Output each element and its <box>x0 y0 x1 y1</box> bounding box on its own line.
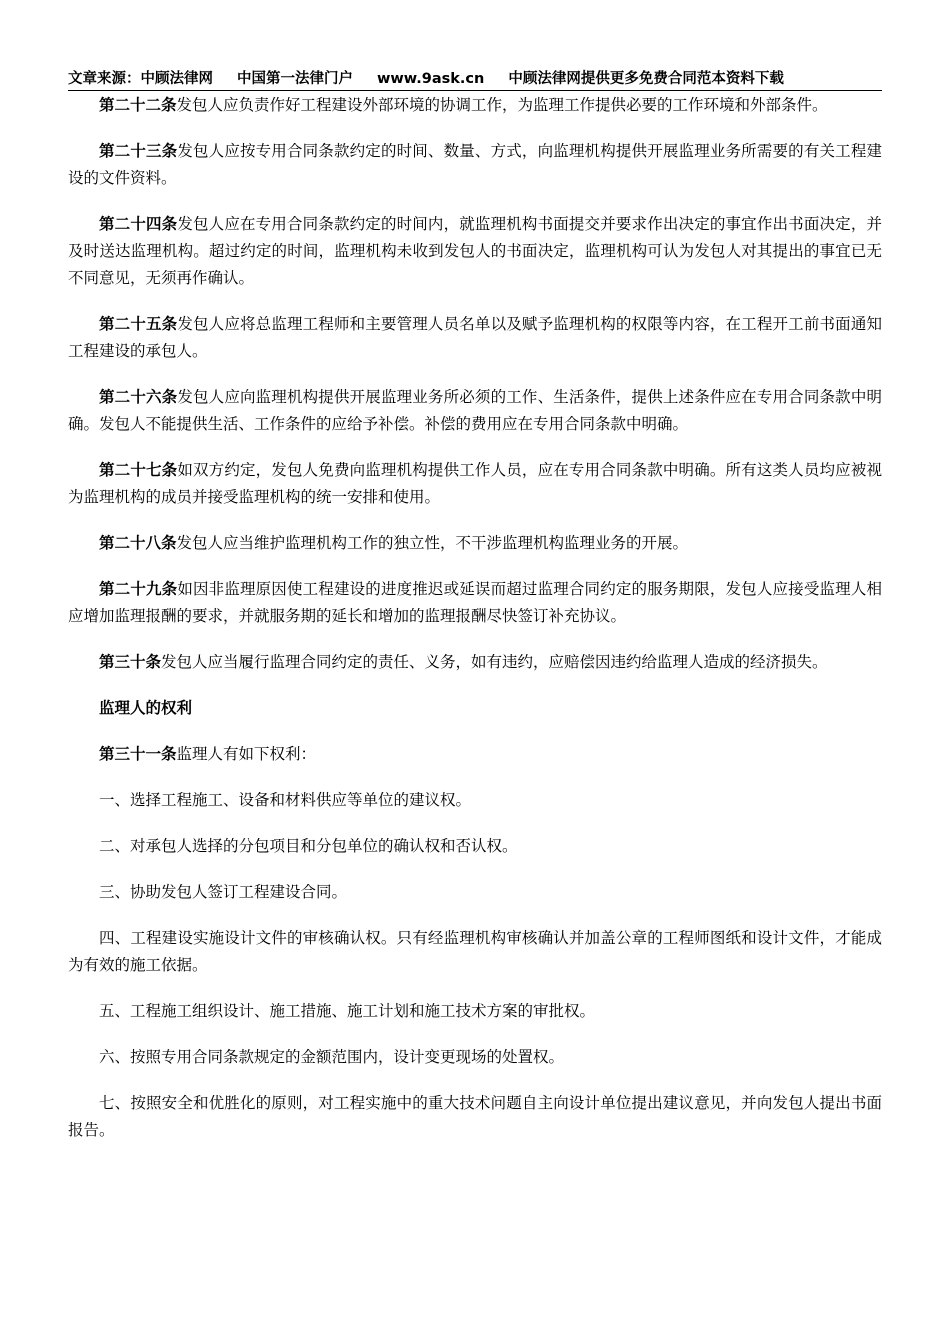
right-item-7: 七、按照安全和优胜化的原则，对工程实施中的重大技术问题自主向设计单位提出建议意见，并向发包人提出书面报告。 <box>68 1094 882 1139</box>
article-number: 第二十三条 <box>99 142 178 160</box>
article-text: 发包人应按专用合同条款约定的时间、数量、方式，向监理机构提供开展监理业务所需要的有关工程建设的文件资料。 <box>68 142 882 187</box>
article-number: 第二十九条 <box>99 580 178 598</box>
article-number: 第二十八条 <box>99 534 177 552</box>
article-number: 第二十五条 <box>99 315 178 333</box>
section-heading: 监理人的权利 <box>99 699 193 717</box>
right-item-5: 五、工程施工组织设计、施工措施、施工计划和施工技术方案的审批权。 <box>99 1002 596 1020</box>
header-promo: 中顾法律网提供更多免费合同范本资料下载 <box>508 71 784 87</box>
article-30 <box>68 649 882 676</box>
article-25 <box>68 311 882 365</box>
article-number: 第二十六条 <box>99 388 178 406</box>
article-number: 第三十一条 <box>99 745 177 763</box>
page-header <box>68 68 882 91</box>
right-item-2: 二、对承包人选择的分包项目和分包单位的确认权和否认权。 <box>99 837 518 855</box>
article-number: 第三十条 <box>99 653 162 671</box>
header-source: 文章来源：中顾法律网 <box>68 71 213 87</box>
article-28 <box>68 530 882 557</box>
article-26 <box>68 384 882 438</box>
article-31 <box>68 741 882 768</box>
article-text: 发包人应负责作好工程建设外部环境的协调工作，为监理工作提供必要的工作环境和外部条件。 <box>176 96 828 114</box>
article-text: 如因非监理原因使工程建设的进度推迟或延误而超过监理合同约定的服务期限，发包人应接受监理人相应增加监理报酬的要求，并就服务期的延长和增加的监理报酬尽快签订补充协议。 <box>68 580 882 625</box>
document-body <box>68 92 882 1144</box>
article-27 <box>68 457 882 511</box>
article-text: 发包人应在专用合同条款约定的时间内，就监理机构书面提交并要求作出决定的事宜作出书面决定，并及时送达监理机构。超过约定的时间，监理机构未收到发包人的书面决定，监理机构可认为发包人对其提出的事宜已无不同意见，无须再作确认。 <box>68 215 882 287</box>
article-number: 第二十七条 <box>99 461 178 479</box>
article-number: 第二十二条 <box>99 96 177 114</box>
article-22 <box>68 92 882 119</box>
header-url: www.9ask.cn <box>377 71 485 87</box>
article-text: 发包人应将总监理工程师和主要管理人员名单以及赋予监理机构的权限等内容，在工程开工前书面通知工程建设的承包人。 <box>68 315 882 360</box>
article-29 <box>68 576 882 630</box>
right-item-3: 三、协助发包人签订工程建设合同。 <box>99 883 348 901</box>
header-portal: 中国第一法律门户 <box>237 71 353 87</box>
article-text: 监理人有如下权利： <box>176 745 317 763</box>
article-text: 发包人应向监理机构提供开展监理业务所必须的工作、生活条件，提供上述条件应在专用合同条款中明确。发包人不能提供生活、工作条件的应给予补偿。补偿的费用应在专用合同条款中明确。 <box>68 388 882 433</box>
article-text: 发包人应当履行监理合同约定的责任、义务，如有违约，应赔偿因违约给监理人造成的经济损失。 <box>161 653 828 671</box>
article-text: 如双方约定，发包人免费向监理机构提供工作人员，应在专用合同条款中明确。所有这类人员均应被视为监理机构的成员并接受监理机构的统一安排和使用。 <box>68 461 882 506</box>
right-item-1: 一、选择工程施工、设备和材料供应等单位的建议权。 <box>99 791 472 809</box>
right-item-6: 六、按照专用合同条款规定的金额范围内，设计变更现场的处置权。 <box>99 1048 565 1066</box>
right-item-4: 四、工程建设实施设计文件的审核确认权。只有经监理机构审核确认并加盖公章的工程师图纸和设计文件，才能成为有效的施工依据。 <box>68 929 882 974</box>
article-24 <box>68 211 882 292</box>
article-23 <box>68 138 882 192</box>
article-text: 发包人应当维护监理机构工作的独立性，不干涉监理机构监理业务的开展。 <box>176 534 689 552</box>
article-number: 第二十四条 <box>99 215 178 233</box>
